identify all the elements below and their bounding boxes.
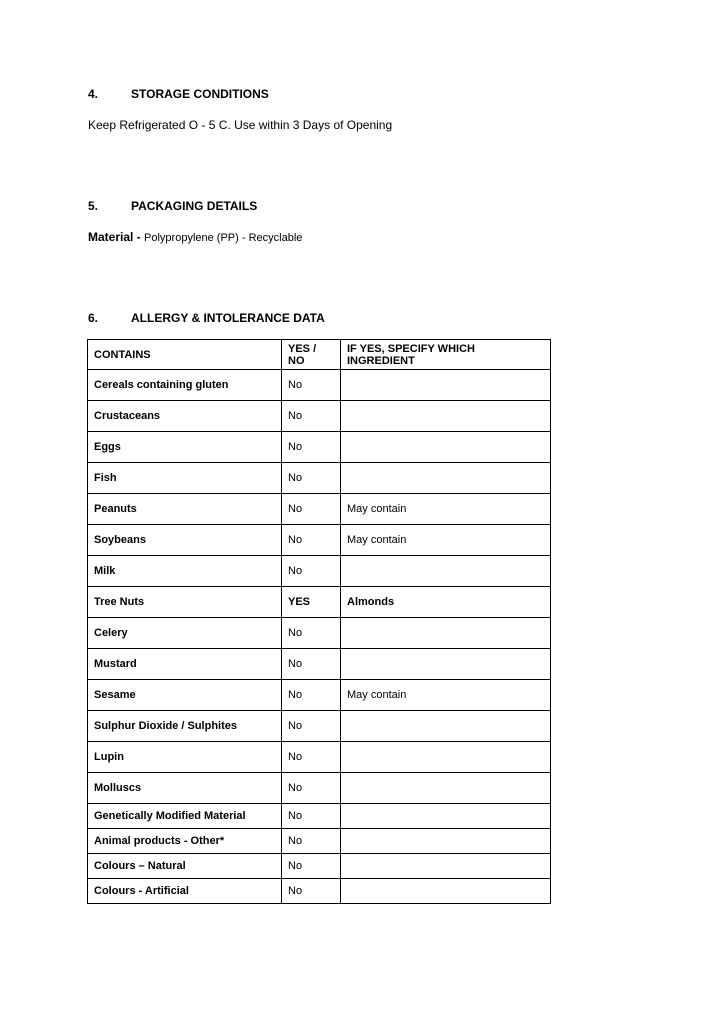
- allergen-ingredient: [341, 829, 551, 854]
- allergen-name: Peanuts: [88, 494, 282, 525]
- allergen-name: Tree Nuts: [88, 587, 282, 618]
- allergen-answer: No: [282, 742, 341, 773]
- table-row: [88, 587, 551, 618]
- allergen-answer: No: [282, 525, 341, 556]
- header-ingredient: IF YES, SPECIFY WHICH INGREDIENT: [341, 340, 551, 370]
- allergen-name: Sulphur Dioxide / Sulphites: [88, 711, 282, 742]
- allergen-answer: No: [282, 556, 341, 587]
- allergen-name: Colours – Natural: [88, 854, 282, 879]
- allergen-ingredient: [341, 711, 551, 742]
- allergen-ingredient: [341, 556, 551, 587]
- section-number: 4.: [88, 87, 99, 101]
- table-row: [88, 829, 551, 854]
- allergen-name: Mustard: [88, 649, 282, 680]
- section-title: PACKAGING DETAILS: [131, 199, 258, 213]
- section-title: STORAGE CONDITIONS: [131, 87, 269, 101]
- allergen-answer: No: [282, 711, 341, 742]
- allergen-answer: No: [282, 804, 341, 829]
- allergen-answer: No: [282, 370, 341, 401]
- allergen-ingredient: [341, 854, 551, 879]
- allergen-name: Colours - Artificial: [88, 879, 282, 904]
- allergen-name: Genetically Modified Material: [88, 804, 282, 829]
- allergen-answer: No: [282, 432, 341, 463]
- allergen-ingredient: Almonds: [341, 587, 551, 618]
- table-row: [88, 556, 551, 587]
- table-row: [88, 401, 551, 432]
- table-row: [88, 879, 551, 904]
- allergen-ingredient: [341, 401, 551, 432]
- table-row: [88, 618, 551, 649]
- allergen-ingredient: May contain: [341, 680, 551, 711]
- allergen-name: Cereals containing gluten: [88, 370, 282, 401]
- allergen-answer: YES: [282, 587, 341, 618]
- table-row: [88, 370, 551, 401]
- allergen-name: Milk: [88, 556, 282, 587]
- allergen-name: Celery: [88, 618, 282, 649]
- allergen-answer: No: [282, 879, 341, 904]
- allergen-ingredient: [341, 370, 551, 401]
- table-row: [88, 680, 551, 711]
- allergen-ingredient: [341, 618, 551, 649]
- allergen-ingredient: May contain: [341, 494, 551, 525]
- allergen-answer: No: [282, 618, 341, 649]
- allergen-ingredient: [341, 649, 551, 680]
- allergen-ingredient: [341, 879, 551, 904]
- allergen-answer: No: [282, 773, 341, 804]
- allergy-heading: [88, 311, 325, 325]
- section-number: 5.: [88, 199, 99, 213]
- allergen-name: Soybeans: [88, 525, 282, 556]
- allergen-name: Animal products - Other*: [88, 829, 282, 854]
- header-yes-no: YES / NO: [282, 340, 341, 370]
- allergen-name: Molluscs: [88, 773, 282, 804]
- section-title: ALLERGY & INTOLERANCE DATA: [131, 311, 325, 325]
- allergen-answer: No: [282, 401, 341, 432]
- table-row: [88, 525, 551, 556]
- allergen-ingredient: [341, 463, 551, 494]
- allergen-ingredient: May contain: [341, 525, 551, 556]
- allergen-answer: No: [282, 649, 341, 680]
- material-label: Material -: [88, 230, 141, 244]
- allergen-answer: No: [282, 680, 341, 711]
- allergen-answer: No: [282, 494, 341, 525]
- allergen-name: Crustaceans: [88, 401, 282, 432]
- table-row: [88, 463, 551, 494]
- allergen-answer: No: [282, 829, 341, 854]
- allergen-answer: No: [282, 463, 341, 494]
- allergen-ingredient: [341, 432, 551, 463]
- header-contains: CONTAINS: [88, 340, 282, 370]
- allergen-ingredient: [341, 742, 551, 773]
- table-row: [88, 649, 551, 680]
- allergy-table: [87, 339, 551, 904]
- allergen-ingredient: [341, 804, 551, 829]
- allergen-name: Fish: [88, 463, 282, 494]
- packaging-material: [88, 230, 302, 244]
- storage-text: Keep Refrigerated O - 5 C. Use within 3 Days of Opening: [88, 118, 393, 132]
- allergen-name: Sesame: [88, 680, 282, 711]
- section-number: 6.: [88, 311, 99, 325]
- table-row: [88, 804, 551, 829]
- table-row: [88, 711, 551, 742]
- table-header-row: [88, 340, 551, 370]
- packaging-heading: [88, 199, 257, 213]
- allergen-name: Eggs: [88, 432, 282, 463]
- table-row: [88, 432, 551, 463]
- table-row: [88, 742, 551, 773]
- allergen-name: Lupin: [88, 742, 282, 773]
- material-value: Polypropylene (PP) - Recyclable: [144, 232, 303, 244]
- storage-heading: [88, 87, 269, 101]
- allergen-ingredient: [341, 773, 551, 804]
- table-row: [88, 854, 551, 879]
- allergen-answer: No: [282, 854, 341, 879]
- table-row: [88, 494, 551, 525]
- table-row: [88, 773, 551, 804]
